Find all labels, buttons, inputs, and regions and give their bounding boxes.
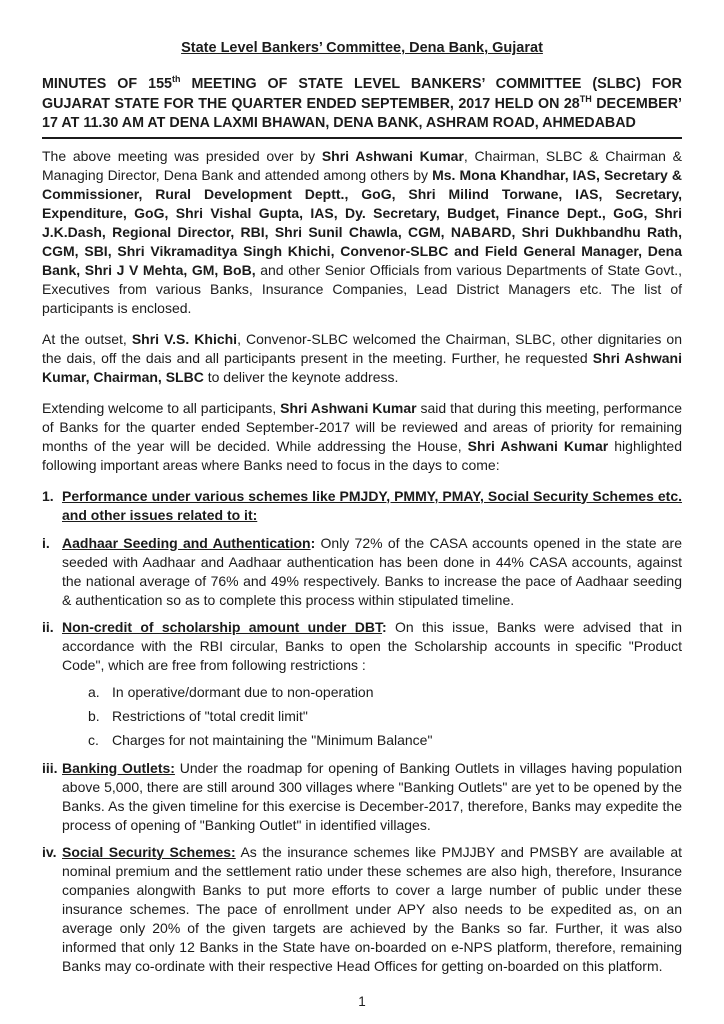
document-title-text: State Level Bankers’ Committee, Dena Bank, Gujarat xyxy=(181,40,543,56)
section-1-marker: 1. xyxy=(42,487,54,504)
horizontal-rule xyxy=(42,137,682,139)
document-content xyxy=(42,40,682,984)
item-social-security-text: Social Security Schemes: As the insurance schemes like PMJJBY and PMSBY are available at nominal premium and the settlement ratio under these schemes are also high, therefore, Insurance companies alongwith Banks to put more efforts to cover a large number of public under these insurance schemes. The pace of enrollment under APY also needs to be expedited as, on an average only 20% of the given targets are achieved by the Banks so far. Further, it was also informed that only 12 Banks in the State have on-boarded on e-NPS platform, therefore, remaining Banks may co-ordinate with their respective Head Offices for getting on-boarded on this platform. xyxy=(62,843,682,974)
subitem-b-text: Restrictions of "total credit limit" xyxy=(112,707,308,724)
page-number: 1 xyxy=(358,994,366,1009)
subitem-a-text: In operative/dormant due to non-operation xyxy=(112,683,374,700)
subitem-c-text: Charges for not maintaining the "Minimum Balance" xyxy=(112,731,433,748)
item-dbt-marker: ii. xyxy=(42,618,54,635)
item-dbt-scholarship xyxy=(42,618,682,675)
section-1-performance-schemes xyxy=(42,487,682,525)
item-social-security-marker: iv. xyxy=(42,843,57,860)
paragraph-at-the-outset: At the outset, Shri V.S. Khichi, Convenor-SLBC welcomed the Chairman, SLBC, other dignitaries on the dais, off the dais and all participants present in the meeting. Further, he requested Shri Ashwani Kumar, Chairman, SLBC to deliver the keynote address. xyxy=(42,330,682,385)
item-aadhaar-text: Aadhaar Seeding and Authentication: Only 72% of the CASA accounts opened in the state are seeded with Aadhaar and Aadhaar authentication has been done in 44% CASA accounts, against the national average of 76% and 49% respectively. Banks to increase the pace of Aadhaar seeding & authentication so as to complete this process within stipulated timeline. xyxy=(62,534,682,608)
subitem-a-marker: a. xyxy=(88,683,100,700)
item-banking-outlets-marker: iii. xyxy=(42,759,58,776)
subitem-c-marker: c. xyxy=(88,731,99,748)
subitem-inoperative-dormant xyxy=(88,683,682,702)
subitem-b-marker: b. xyxy=(88,707,100,724)
minutes-heading: MINUTES OF 155th MEETING OF STATE LEVEL BANKERS’ COMMITTEE (SLBC) FOR GUJARAT STATE FOR THE QUARTER ENDED SEPTEMBER, 2017 HELD ON 28TH DECEMBER’ 17 AT 11.30 AM AT DENA LAXMI BHAWAN, DENA BANK, ASHRAM ROAD, AHMEDABAD xyxy=(42,74,682,131)
item-aadhaar-seeding xyxy=(42,534,682,610)
item-dbt-text: Non-credit of scholarship amount under DBT: On this issue, Banks were advised that in accordance with the RBI circular, Banks to open the Scholarship accounts in specific "Product Code", which are free from following restrictions : xyxy=(62,618,682,673)
subitem-minimum-balance xyxy=(88,731,682,750)
item-aadhaar-marker: i. xyxy=(42,534,50,551)
section-1-title: Performance under various schemes like PMJDY, PMMY, PMAY, Social Security Schemes etc. and other issues related to it: xyxy=(62,487,682,523)
document-title xyxy=(42,40,682,56)
paragraph-extending-welcome: Extending welcome to all participants, Shri Ashwani Kumar said that during this meeting, performance of Banks for the quarter ended September-2017 will be reviewed and areas of priority for remaining months of the year will be decided. While addressing the House, Shri Ashwani Kumar highlighted following important areas where Banks need to focus in the days to come: xyxy=(42,399,683,473)
paragraph-presided-over: The above meeting was presided over by Shri Ashwani Kumar, Chairman, SLBC & Chairman & Managing Director, Dena Bank and attended among others by Ms. Mona Khandhar, IAS, Secretary & Commissioner, Rural Development Deptt., GoG, Shri Milind Torwane, IAS, Secretary, Expenditure, GoG, Shri Vishal Gupta, IAS, Dy. Secretary, Budget, Finance Dept., GoG, Shri J.K.Dash, Regional Director, RBI, Shri Sunil Chawla, CGM, NABARD, Shri Dukhbandhu Rath, CGM, SBI, Shri Vikramaditya Singh Khichi, Convenor-SLBC and Field General Manager, Dena Bank, Shri J V Mehta, GM, BoB, and other Senior Officials from various Departments of State Govt., Executives from various Banks, Insurance Companies, Lead District Managers etc. The list of participants is enclosed. xyxy=(42,147,682,316)
item-banking-outlets-text: Banking Outlets: Under the roadmap for opening of Banking Outlets in villages having population above 5,000, there are still around 300 villages where "Banking Outlets" are yet to be opened by the Banks. As the given timeline for this exercise is December-2017, therefore, Banks may expedite the process of opening of "Banking Outlet" in identified villages. xyxy=(62,759,682,833)
item-social-security-schemes xyxy=(42,843,682,976)
subitem-total-credit-limit xyxy=(88,707,682,726)
item-banking-outlets xyxy=(42,759,682,835)
